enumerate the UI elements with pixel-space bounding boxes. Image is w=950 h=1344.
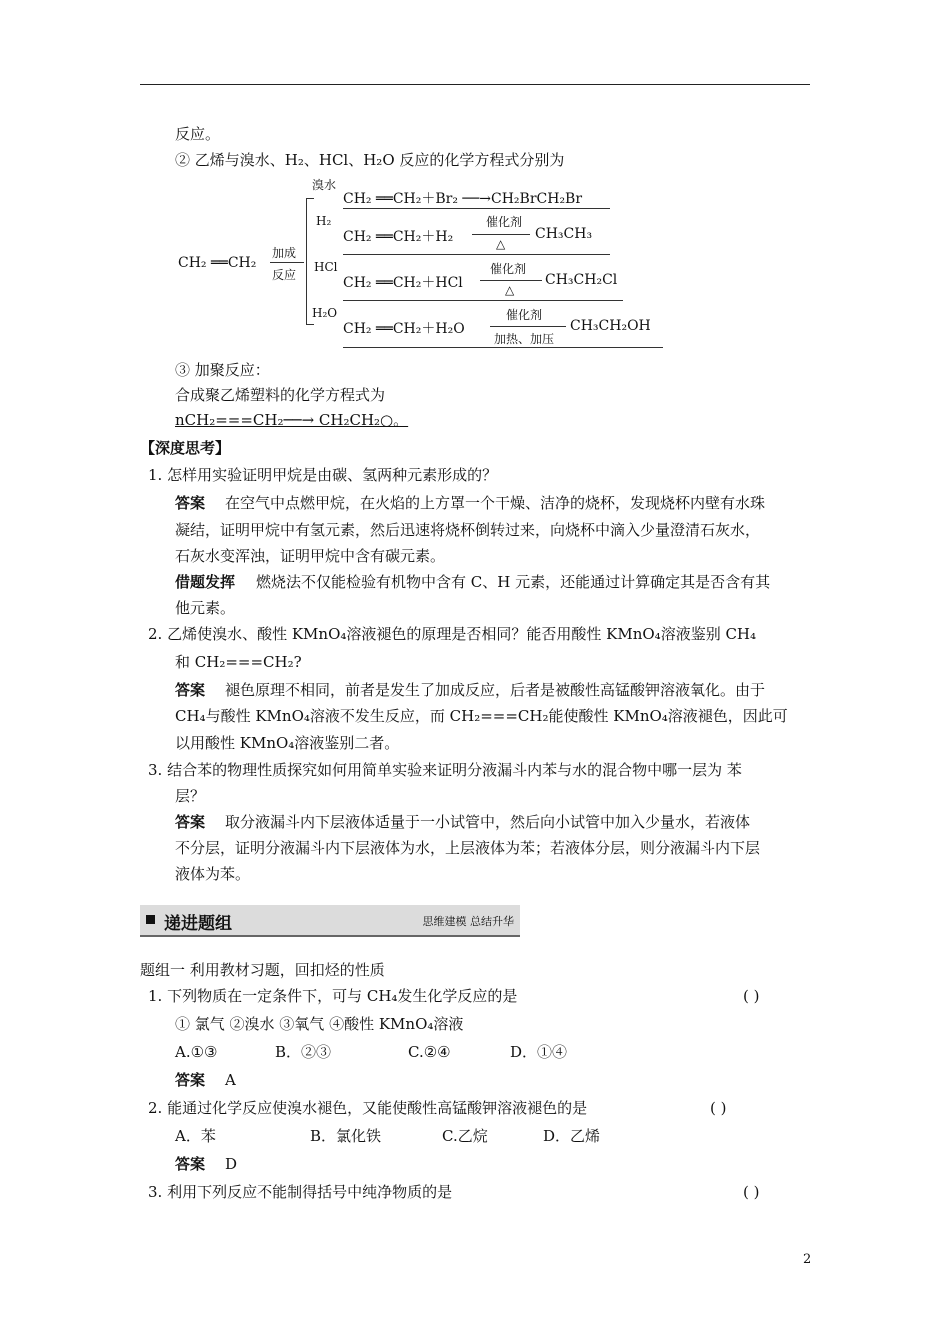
option: C.乙烷 [442, 1127, 488, 1145]
banner-subtitle: 思维建模 总结升华 [422, 915, 514, 928]
answer-value: D [225, 1155, 238, 1173]
answer-label: 答案 [175, 681, 206, 699]
tip-label: 借题发挥 [175, 573, 236, 591]
reaction-arrow [472, 234, 530, 235]
equation-lhs: CH₂ ══CH₂＋HCl [343, 275, 463, 291]
answer-text: 不分层，证明分液漏斗内下层液体为水，上层液体为苯；若液体分层，则分液漏斗内下层 [175, 839, 761, 857]
equation: CH₂ ══CH₂＋Br₂ ──→CH₂BrCH₂Br [343, 191, 583, 207]
branch-label-top: 加成 [272, 246, 297, 260]
option: D．①④ [510, 1043, 568, 1061]
condition-bottom: △ [505, 283, 515, 297]
branch-arrow [270, 262, 304, 263]
ethylene-formula: CH₂ ══CH₂ [178, 255, 257, 271]
answer-label: 答案 [175, 494, 206, 512]
equation-rhs: CH₃CH₂Cl [545, 272, 618, 288]
option: B．②③ [275, 1043, 332, 1061]
answer-text: 石灰水变浑浊，证明甲烷中含有碳元素。 [175, 547, 446, 565]
option: D．乙烯 [543, 1127, 601, 1145]
question: 3. 利用下列反应不能制得括号中纯净物质的是 [148, 1183, 453, 1201]
question: 和 CH₂===CH₂? [175, 653, 302, 671]
underline [343, 347, 663, 348]
answer-text: 液体为苯。 [175, 865, 251, 883]
branch-bracket [306, 198, 307, 325]
question: 2. 能通过化学反应使溴水褪色，又能使酸性高锰酸钾溶液褪色的是 [148, 1099, 588, 1117]
underline [343, 254, 610, 255]
tip-text: 他元素。 [175, 599, 236, 617]
underline [343, 208, 610, 209]
question-items: ① 氯气 ②溴水 ③氧气 ④酸性 KMnO₄溶液 [175, 1015, 464, 1033]
answer-bracket: ( ) [743, 1183, 760, 1201]
answer-text: 在空气中点燃甲烷，在火焰的上方罩一个干燥、洁净的烧杯，发现烧杯内壁有水珠 [225, 494, 766, 512]
section-banner [140, 905, 520, 937]
underline [343, 300, 623, 301]
group-title: 题组一 利用教材习题，回扣烃的性质 [140, 961, 385, 979]
page-number: 2 [803, 1252, 812, 1267]
question: 层？ [175, 787, 206, 805]
equation-rhs: CH₃CH₂OH [570, 318, 651, 334]
option: B．氯化铁 [310, 1127, 382, 1145]
option: A．苯 [175, 1127, 216, 1145]
option: C.②④ [408, 1043, 451, 1061]
answer-text: 褪色原理不相同，前者是发生了加成反应，后者是被酸性高锰酸钾溶液氧化。由于 [225, 681, 766, 699]
condition-top: 催化剂 [506, 308, 543, 322]
option: A.①③ [175, 1043, 218, 1061]
text-line: 合成聚乙烯塑料的化学方程式为 [175, 386, 386, 404]
answer-text: 以用酸性 KMnO₄溶液鉴别二者。 [175, 734, 400, 752]
reagent-label: H₂O [312, 306, 338, 320]
answer-label: 答案 [175, 1155, 206, 1173]
banner-title: 递进题组 [164, 914, 232, 934]
condition-top: 催化剂 [486, 215, 523, 229]
question: 2. 乙烯使溴水、酸性 KMnO₄溶液褪色的原理是否相同？能否用酸性 KMnO₄溶液鉴别 CH₄ [148, 625, 757, 643]
answer-text: 取分液漏斗内下层液体适量于一小试管中，然后向小试管中加入少量水，若液体 [225, 813, 751, 831]
bracket-tick [306, 198, 314, 199]
answer-bracket: ( ) [710, 1099, 727, 1117]
text-line: ③ 加聚反应： [175, 361, 270, 379]
polymer-equation: nCH₂===CH₂──→ CH₂CH₂○。 [175, 411, 409, 429]
equation-lhs: CH₂ ══CH₂＋H₂O [343, 321, 465, 337]
answer-text: CH₄与酸性 KMnO₄溶液不发生反应，而 CH₂===CH₂能使酸性 KMnO₄溶液褪色，因此可 [175, 707, 788, 725]
reaction-arrow [490, 326, 566, 327]
answer-label: 答案 [175, 813, 206, 831]
section-heading: 【深度思考】 [140, 439, 231, 457]
branch-label-bottom: 反应 [272, 268, 297, 282]
question: 3. 结合苯的物理性质探究如何用简单实验来证明分液漏斗内苯与水的混合物中哪一层为 苯 [148, 761, 742, 779]
equation-lhs: CH₂ ══CH₂＋H₂ [343, 229, 454, 245]
reagent-label: 溴水 [312, 178, 337, 192]
condition-bottom: 加热、加压 [494, 332, 555, 346]
equation-rhs: CH₃CH₃ [535, 226, 593, 242]
text-line: ② 乙烯与溴水、H₂、HCl、H₂O 反应的化学方程式分别为 [175, 151, 565, 169]
answer-bracket: ( ) [743, 987, 760, 1005]
condition-top: 催化剂 [490, 262, 527, 276]
reaction-arrow [480, 280, 542, 281]
square-bullet-icon [146, 915, 155, 924]
bracket-tick [306, 324, 314, 325]
tip-text: 燃烧法不仅能检验有机物中含有 C、H 元素，还能通过计算确定其是否含有其 [256, 573, 771, 591]
text-line: 反应。 [175, 125, 221, 143]
answer-value: A [225, 1071, 236, 1089]
reagent-label: HCl [314, 260, 338, 274]
condition-bottom: △ [496, 237, 506, 251]
question: 1. 下列物质在一定条件下，可与 CH₄发生化学反应的是 [148, 987, 518, 1005]
question: 1. 怎样用实验证明甲烷是由碳、氢两种元素形成的？ [148, 466, 498, 484]
answer-label: 答案 [175, 1071, 206, 1089]
header-rule [140, 84, 810, 85]
reagent-label: H₂ [316, 214, 332, 228]
answer-text: 凝结，证明甲烷中有氢元素，然后迅速将烧杯倒转过来，向烧杯中滴入少量澄清石灰水， [175, 521, 761, 539]
